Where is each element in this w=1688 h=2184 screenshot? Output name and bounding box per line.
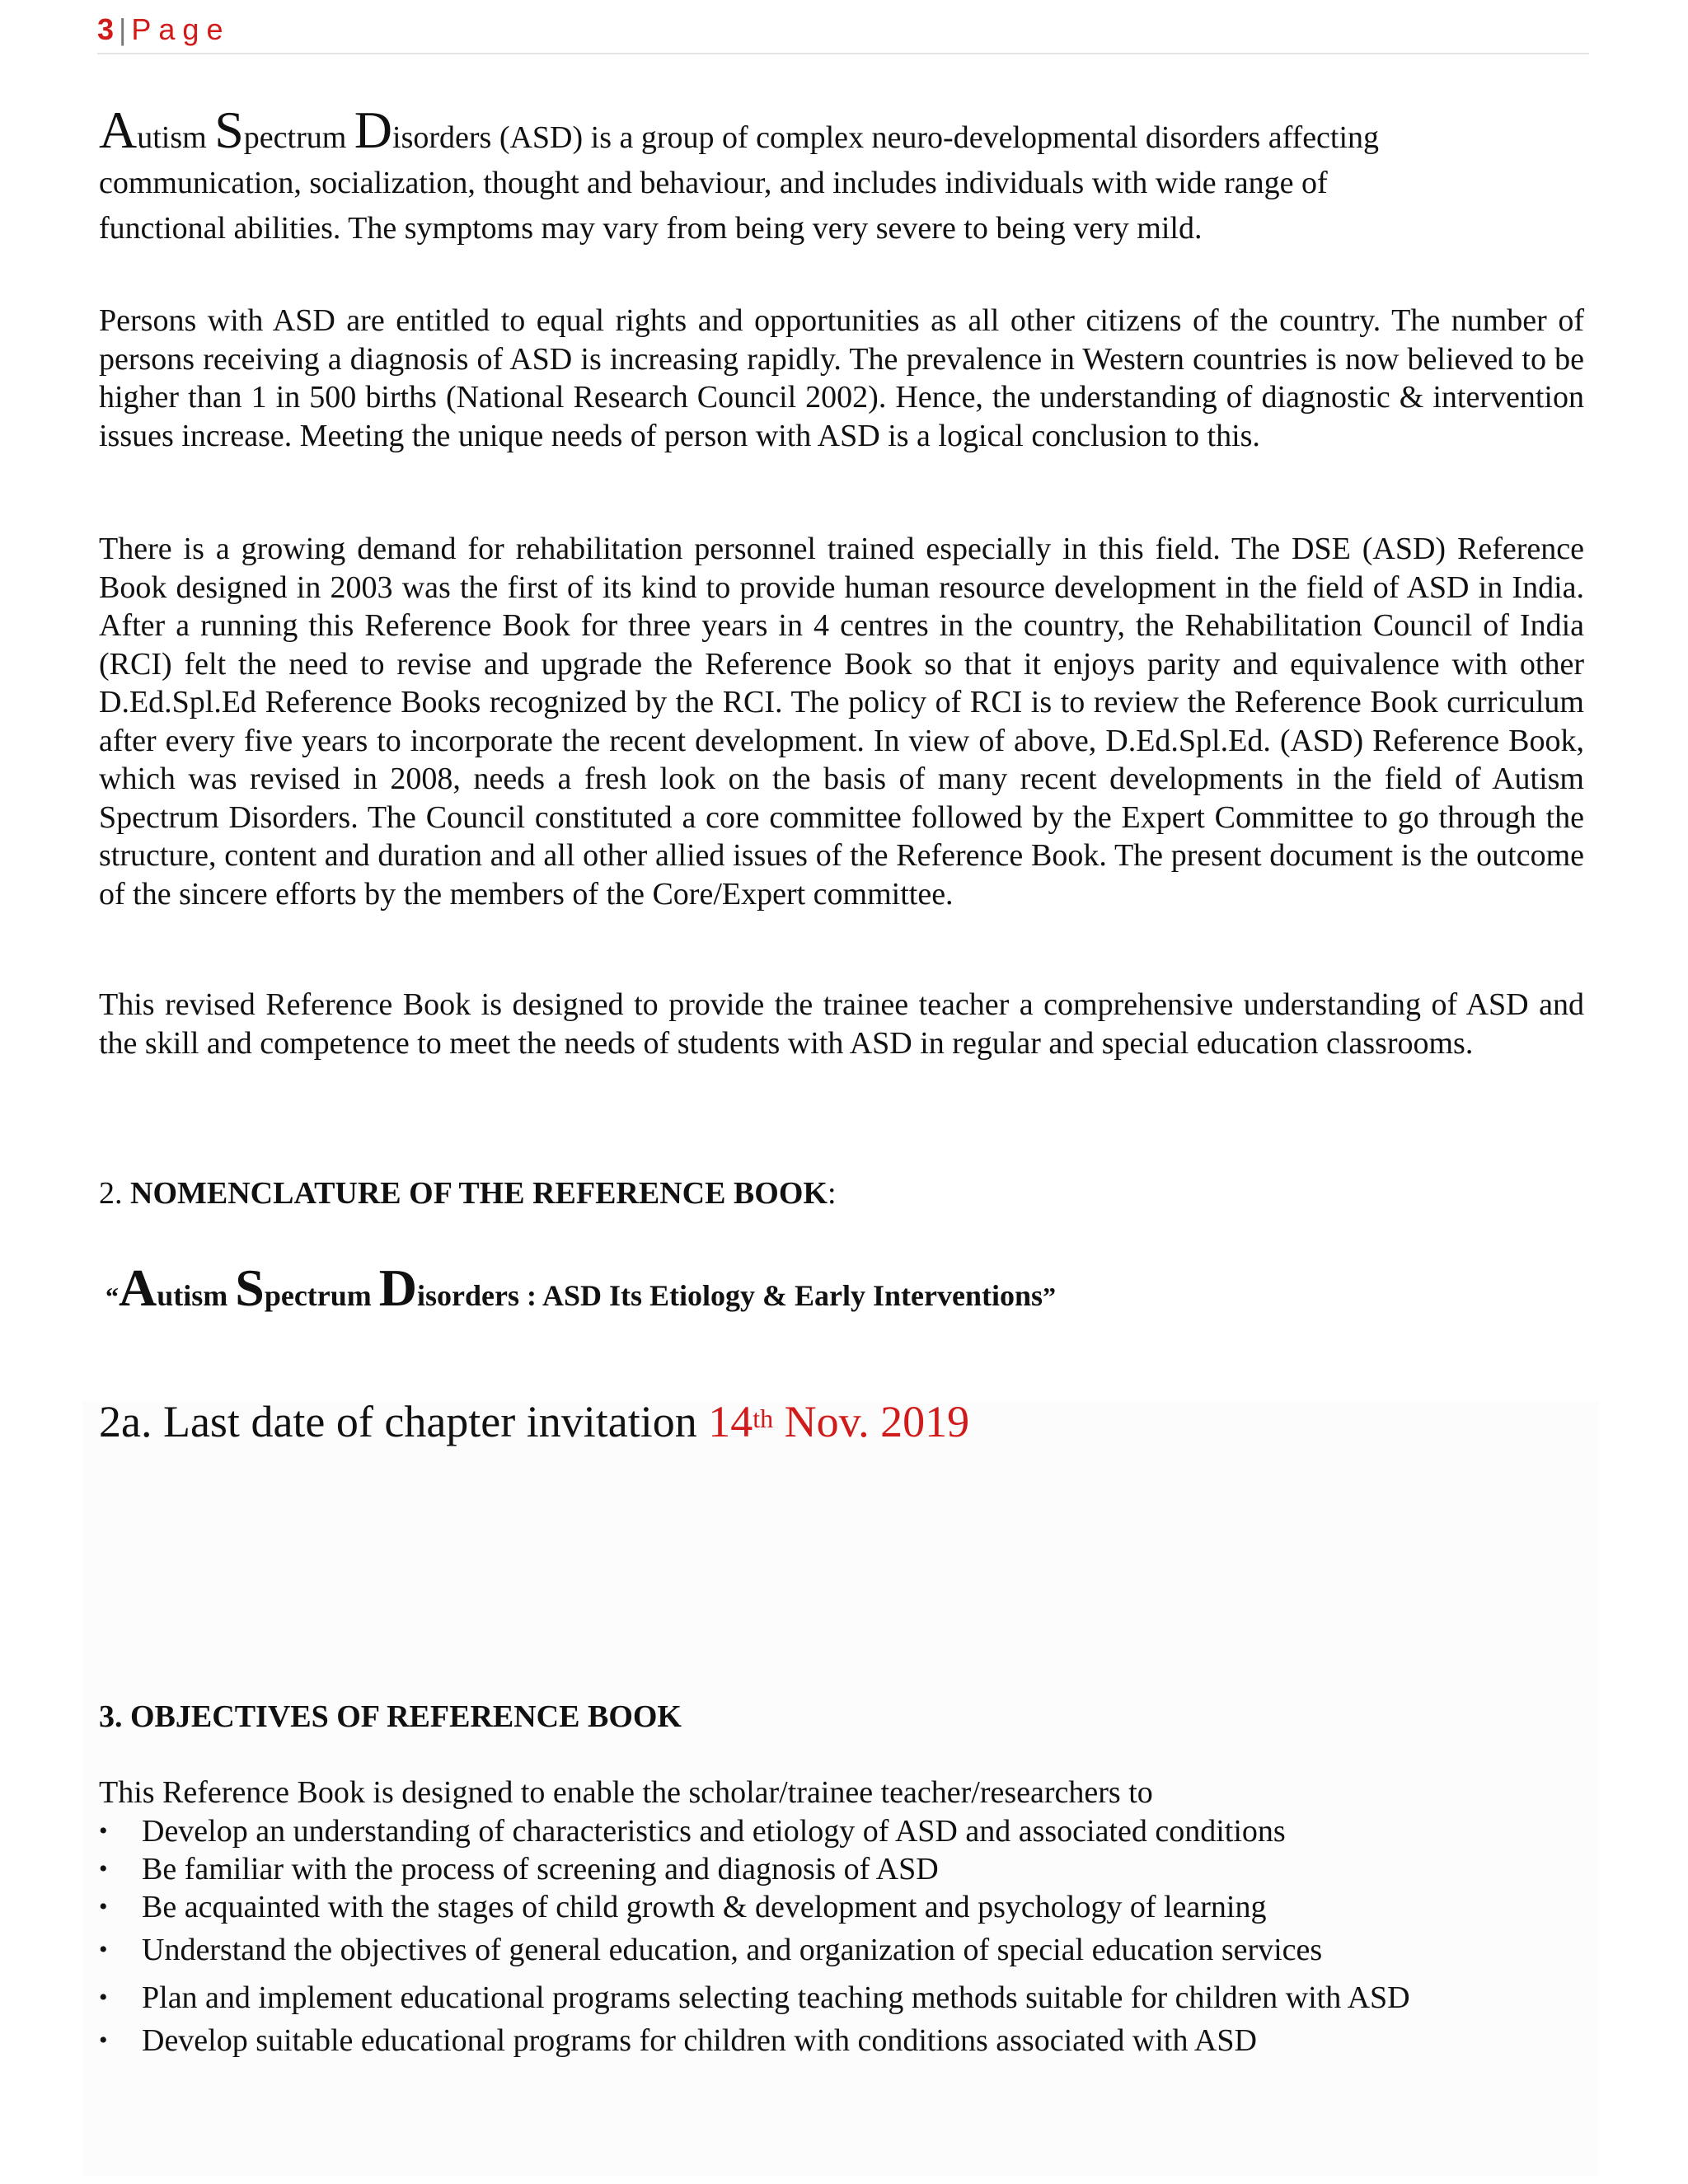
objective-text: Be familiar with the process of screening and diagnosis of ASD [142,1852,939,1886]
title-cap-a: A [119,1258,157,1317]
open-quote: “ [106,1282,119,1311]
intro-word-autism: utism [137,120,207,155]
last-date-month-year: Nov. 2019 [773,1397,970,1446]
bullet-icon: • [99,1855,108,1882]
list-item [99,1812,1500,1850]
page-number: 3 [97,12,115,46]
page-separator: | [119,12,127,46]
last-date-label: 2a. Last date of chapter invitation [99,1397,709,1446]
intro-line1-rest: (ASD) is a group of complex neuro-developmental disorders affecting [491,120,1380,155]
last-date-line [99,1393,969,1451]
intro-word-disorders: isorders [392,120,492,155]
intro-word-spectrum: pectrum [243,120,347,155]
objectives-intro: This Reference Book is designed to enable the scholar/trainee teacher/researchers to [99,1775,1153,1810]
objective-text: Be acquainted with the stages of child growth & development and psychology of learning [142,1890,1267,1924]
objectives-list [99,1812,1500,2060]
dropcap-a: A [99,101,138,159]
bullet-icon: • [99,1893,108,1920]
dropcap-d: D [354,101,393,159]
bullet-icon: • [99,1984,108,2011]
title-rest: : ASD Its Etiology & Early Interventions [519,1279,1043,1312]
list-item [99,1888,1500,1926]
intro-line2: communication, socialization, thought and behaviour, and includes individuals with wide range of [99,166,1328,200]
close-quote: ” [1043,1282,1057,1311]
section-2-colon: : [827,1176,837,1211]
bullet-icon: • [99,2027,108,2054]
title-word-disorders: isorders [417,1279,519,1312]
list-item [99,2022,1500,2060]
bullet-icon: • [99,1817,108,1844]
intro-paragraph [99,101,1550,251]
last-date-day: 14 [708,1397,753,1446]
objective-text: Understand the objectives of general education, and organization of special education services [142,1933,1323,1967]
last-date-value [708,1397,969,1446]
title-word-spectrum: pectrum [264,1279,379,1312]
last-date-suffix: th [753,1404,774,1433]
page-header [97,7,1589,54]
objective-text: Plan and implement educational programs selecting teaching methods suitable for children with ASD [142,1980,1410,2015]
title-word-autism: utism [157,1279,236,1312]
section-2-number: 2. [99,1176,130,1211]
objective-text: Develop an understanding of characteristics and etiology of ASD and associated conditions [142,1814,1286,1849]
objective-text: Develop suitable educational programs for children with conditions associated with ASD [142,2023,1257,2058]
list-item [99,1850,1500,1888]
dropcap-s: S [214,101,244,159]
paragraph-rights: Persons with ASD are entitled to equal rights and opportunities as all other citizens of the country. The number of persons receiving a diagnosis of ASD is increasing rapidly. The prevalence in Western countries is now believed to be higher than 1 in 500 births (National Research Council 2002). Hence, the understanding of diagnostic & intervention issues increase. Meeting the unique needs of person with ASD is a logical conclusion to this. [99,303,1584,453]
section-2-title: NOMENCLATURE OF THE REFERENCE BOOK [130,1176,828,1211]
list-item [99,1926,1500,1974]
intro-line3: functional abilities. The symptoms may vary from being very severe to being very mild. [99,211,1203,246]
reference-book-title [106,1259,1056,1325]
section-3-heading: 3. OBJECTIVES OF REFERENCE BOOK [99,1699,682,1734]
paragraph-demand: There is a growing demand for rehabilitation personnel trained especially in this field. The DSE (ASD) Reference Book designed in 2003 was the first of its kind to provide human resource development in the field of ASD in India. After a running this Reference Book for three years in 4 centres in the country, the Rehabilitation Council of India (RCI) felt the need to revise and upgrade the Reference Book so that it enjoys parity and equivalence with other D.Ed.Spl.Ed Reference Books recognized by the RCI. The policy of RCI is to review the Reference Book curriculum after every five years to incorporate the recent development. In view of above, D.Ed.Spl.Ed. (ASD) Reference Book, which was revised in 2008, needs a fresh look on the basis of many recent developments in the field of Autism Spectrum Disorders. The Council constituted a core committee followed by the Expert Committee to go through the structure, content and duration and all other allied issues of the Reference Book. The present document is the outcome of the sincere efforts by the members of the Core/Expert committee. [99,532,1584,912]
title-cap-d: D [378,1258,418,1317]
paragraph-revised-book: This revised Reference Book is designed to provide the trainee teacher a comprehensive understanding of ASD and the skill and competence to meet the needs of students with ASD in regular and special education classrooms. [99,987,1584,1061]
list-item [99,1974,1500,2022]
page-label: Page [131,12,231,46]
title-cap-s: S [235,1258,265,1317]
bullet-icon: • [99,1936,108,1963]
section-2-heading [99,1174,837,1212]
